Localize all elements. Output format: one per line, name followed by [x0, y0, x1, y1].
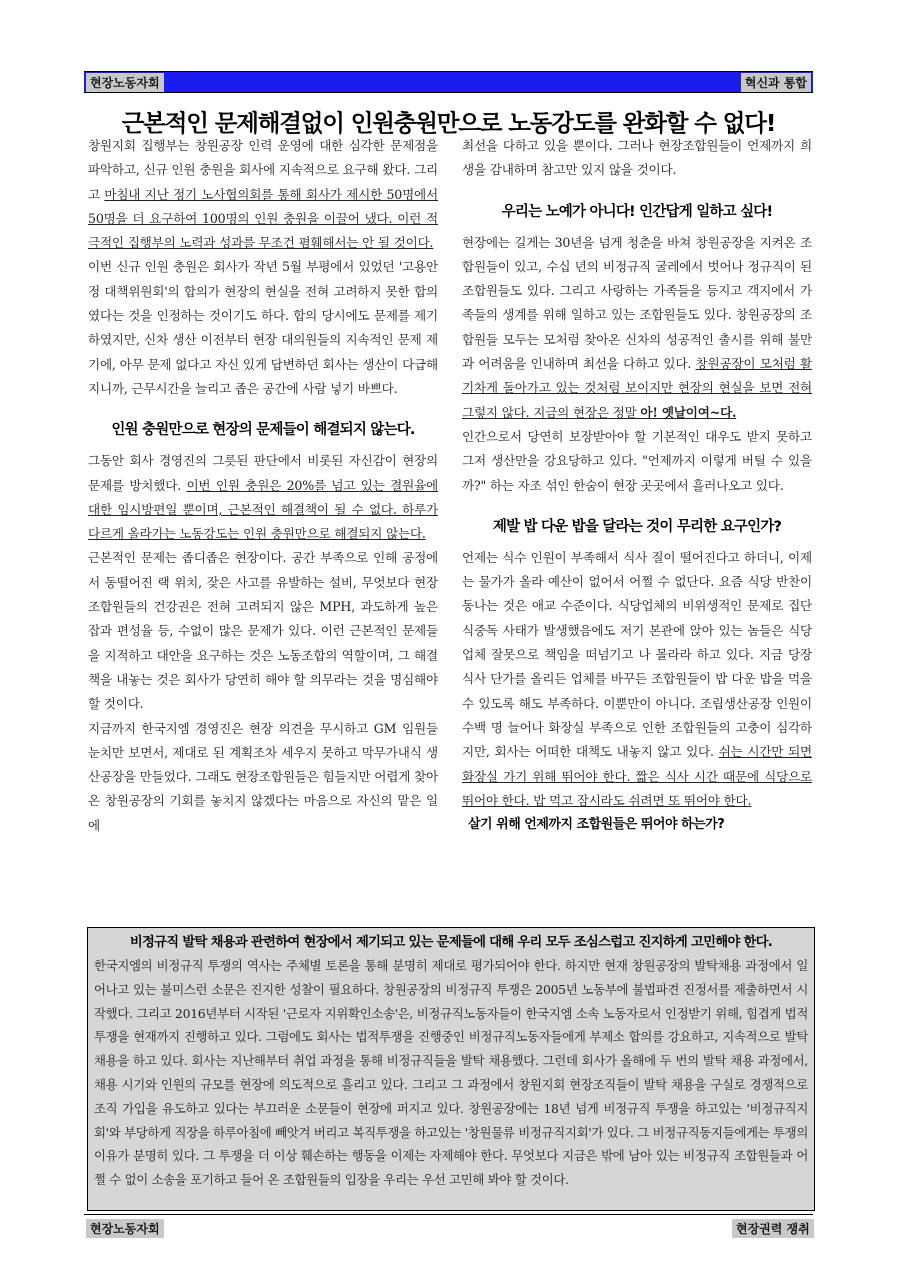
left-paragraph-3	[88, 449, 438, 546]
notice-box-title: 비정규직 발탁 채용과 관련하여 현장에서 제기되고 있는 문제들에 대해 우리 모두 조심스럽고 진지하게 고민해야 한다.	[129, 935, 773, 950]
left-paragraph-2: 이번 신규 인원 충원은 회사가 작년 5월 부평에서 있었던 '고용안정 대책위원회'의 합의가 현장의 현실을 전혀 고려하지 못한 합의였다는 것을 인정하는 것이기도 하다. 합의 당시에도 문제를 제기하였지만, 신차 생산 이전부터 현장 대의원들의 지속적인 문제 제기에, 아무 문제 없다고 자신 있게 답변하던 회사는 생산이 다급해지니까, 근무시간을 늘리고 좁은 공간에 사람 넣기 바쁘다.	[88, 259, 438, 396]
right-p4-underlined: 쉬는 시간만 되면 화장실 가기 위해 뛰어야 한다. 짧은 식사 시간 때문에 식당으로 뛰어야 한다. 밥 먹고 잠시라도 쉬려면 또 뛰어야 한다.	[462, 744, 812, 808]
right-p2-text: 현장에는 길게는 30년을 넘게 청춘을 바쳐 창원공장을 지켜온 조합원들이 있고, 수십 년의 비정규직 굴레에서 벗어나 정규직이 된 조합원들도 있다. 그리고 사랑하는 가족들을 등지고 객지에서 가족들의 생계를 위해 일하고 있는 조합원들도 있다. 창원공장의 조합원들 모두는 모처럼 찾아온 신차의 성공적인 출시를 위해 불만과 어려움을 인내하며 최선을 다하고 있다.	[462, 234, 812, 372]
header-left-label: 현장노동자회	[86, 73, 164, 92]
page-title: 근본적인 문제해결없이 인원충원만으로 노동강도를 완화할 수 없다!	[121, 109, 776, 137]
right-p2-emphasis: 아! 옛날이여~다.	[640, 404, 737, 420]
left-paragraph-4: 근본적인 문제는 좁디좁은 현장이다. 공간 부족으로 인해 공정에서 동떨어진 랙 위치, 잦은 사고를 유발하는 설비, 무엇보다 현장조합원들의 건강권은 전혀 고려되지 않은 MPH, 과도하게 높은 잡과 편성율 등, 수없이 많은 문제가 있다. 이런 근본적인 문제들을 지적하고 대안을 요구하는 것은 노동조합의 역할이며, 그 해결책을 내놓는 것은 회사가 당연히 해야 할 의무라는 것을 명심해야 할 것이다.	[88, 550, 438, 712]
left-p3-underlined: 이번 인원 충원은 20%를 넘고 있는 결원율에 대한 임시방편일 뿐이며, 근본적인 해결책이 될 수 없다. 하루가 다르게 올라가는 노동강도는 인원 충원만으로 해결되지 않는다.	[88, 477, 438, 542]
right-paragraph-2	[462, 231, 812, 425]
right-paragraph-3: 인간으로서 당연히 보장받아야 할 기본적인 대우도 받지 못하고 그저 생산만을 강요당하고 있다. "언제까지 이렇게 버틸 수 있을까?" 하는 자조 섞인 한숨이 현장 곳곳에서 흘러나오고 있다.	[462, 428, 812, 493]
left-p1-underlined: 마침내 지난 정기 노사협의회를 통해 회사가 제시한 50명에서 50명을 더 요구하여 100명의 인원 충원을 이끌어 냈다. 이런 적극적인 집행부의 노력과 성과를 무조건 폄훼해서는 안 될 것이다.	[88, 186, 438, 251]
right-column	[462, 134, 812, 835]
left-subheading: 인원 충원만으로 현장의 문제들이 해결되지 않는다.	[111, 422, 415, 439]
right-closing-line: 살기 위해 언제까지 조합원들은 뛰어야 하는가?	[468, 817, 725, 833]
left-paragraph-5: 지금까지 한국지엠 경영진은 현장 의견을 무시하고 GM 임원들 눈치만 보면서, 제대로 된 계획조차 세우지 못하고 막무가내식 생산공장을 만들었다. 그래도 현장조합원들은 힘들지만 어렵게 찾아온 창원공장의 기회를 놓치지 않겠다는 마음으로 자신의 맡은 일에	[88, 720, 438, 833]
footer-right-label: 현장권력 쟁취	[732, 1219, 814, 1238]
header-right-label: 혁신과 통합	[741, 73, 811, 92]
right-p4-text: 언제는 식수 인원이 부족해서 식사 질이 떨어진다고 하더니, 이제는 물가가 올라 예산이 없어서 어쩔 수 없단다. 요즘 식당 반찬이 동나는 것은 애교 수준이다. 식당업체의 비위생적인 문제로 집단 식중독 사태가 발생했음에도 저기 본관에 앉아 있는 놈들은 식당업체 잘못으로 책임을 떠넘기고 나 몰라라 하고 있다. 지금 당장 식사 단가를 올리든 업체를 바꾸든 조합원들이 밥 다운 밥을 먹을 수 있도록 해도 부족하다. 이뿐만이 아니다. 조립생산공장 인원이 수백 명 늘어나 화장실 부족으로 인한 조합원들의 고충이 심각하지만, 회사는 어떠한 대책도 내놓지 않고 있다.	[462, 549, 812, 760]
right-paragraph-4	[462, 546, 812, 813]
header-bar	[84, 71, 813, 93]
footer-left-label: 현장노동자회	[86, 1219, 164, 1238]
left-p3-text: 그동안 회사 경영진의 그릇된 판단에서 비롯된 자신감이 현장의 문제를 방치했다.	[88, 453, 438, 493]
notice-box	[87, 927, 815, 1211]
footer-rule	[84, 1214, 813, 1215]
notice-box-body: 한국지엠의 비정규직 투쟁의 역사는 주체별 토론을 통해 분명히 제대로 평가되어야 한다. 하지만 현재 창원공장의 발탁채용 과정에서 일어나고 있는 불미스런 소문은 진지한 성찰이 필요하다. 창원공장의 비정규직 투쟁은 2005년 노동부에 불법파견 진정서를 제출하면서 시작했다. 그리고 2016년부터 시작된 '근로자 지위확인소송'은, 비정규직노동자들이 한국지엠 소속 노동자로서 인정받기 위해, 힘겹게 법적투쟁을 현재까지 진행하고 있다. 그럼에도 회사는 법적투쟁을 진행중인 비정규직노동자들에게 부제소 합의를 강요하고, 지속적으로 발탁 채용을 하고 있다. 회사는 지난해부터 취업 과정을 통해 비정규직들을 발탁 채용했다. 그런데 회사가 올해에 두 번의 발탁 채용 과정에서, 채용 시기와 인원의 규모를 현장에 의도적으로 흘리고 있다. 그리고 그 과정에서 창원지회 현장조직들이 발탁 채용을 구실로 경쟁적으로 조직 가입을 유도하고 있다는 부끄러운 소문들이 현장에 퍼지고 있다. 창원공장에는 18년 넘게 비정규직 투쟁을 하고있는 '비정규직지회'와 부당하게 직장을 하루아침에 빼앗겨 버리고 복직투쟁을 하고있는 '창원물류 비정규직지회'가 있다. 그 비정규직동지들에게는 투쟁의 이유가 분명히 있다. 그 투쟁을 더 이상 훼손하는 행동을 이제는 자제해야 한다. 무엇보다 지금은 밖에 남아 있는 비정규직 조합원들과 어쩔 수 없이 소송을 포기하고 들어 온 조합원들의 입장을 우리는 우선 고민해 봐야 할 것이다.	[94, 958, 808, 1188]
right-p2-underlined: 창원공장이 모처럼 활기차게 돌아가고 있는 것처럼 보이지만 현장의 현실을 보면 전혀 그렇지 않다. 지금의 현장은 정말	[462, 356, 812, 420]
right-subheading-2: 제발 밥 다운 밥을 달라는 것이 무리한 요구인가?	[492, 518, 782, 535]
right-subheading-1: 우리는 노예가 아니다! 인간답게 일하고 싶다!	[501, 203, 773, 220]
right-paragraph-1: 최선을 다하고 있을 뿐이다. 그러나 현장조합원들이 언제까지 희생을 감내하며 참고만 있지 않을 것이다.	[462, 138, 812, 178]
left-paragraph-1	[88, 134, 438, 255]
left-column	[88, 134, 438, 838]
left-p1-text: 창원지회 집행부는 창원공장 인력 운영에 대한 심각한 문제점을 파악하고, 신규 인원 충원을 회사에 지속적으로 요구해 왔다. 그리고	[88, 138, 438, 202]
